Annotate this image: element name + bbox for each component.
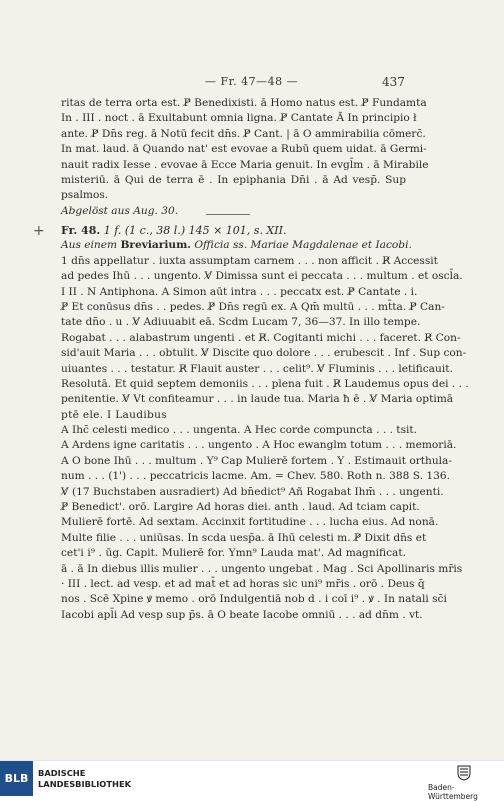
text-line: misteriū. ā Qui de terra ē . In epiphania Dn̄i . ā Ad vesp̄. Sup	[61, 173, 406, 186]
text-line: · III . lect. ad vesp. et ad mat̄ et ad horas sic uni⁹ mr̄is . orō . Deus q̄	[61, 577, 425, 590]
region-label: Baden-Württemberg	[428, 783, 478, 801]
provenance-note: Abgelöst aus Aug. 30.	[61, 204, 179, 217]
text-line: cet'i i⁹ . ūg. Capit. Mulierē for. Ymn⁹ Lauda mat'. Ad magnificat.	[61, 547, 406, 560]
page-number: 437	[382, 75, 405, 89]
text-line: 1 dn̄s appellatur . iuxta assumptam carnem . . . non afficit . R̸ Accessit	[61, 254, 438, 267]
text-line: Mulierē fortē. Ad sextam. Accinxit fortitudine . . . lucha eius. Ad nonā.	[61, 516, 439, 529]
source-contents: Officia ss. Mariae Magdalenae et Iacobi.	[194, 239, 412, 252]
text-line: sid'auit Maria . . . obtulit. V̸ Discite quo dolore . . . erubescit . Inf . Sup con-	[61, 347, 467, 360]
text-line: P̸ Et conūsus dn̄s . . pedes. P̸ Dn̄s regū ex. A Qm̄ multū . . . mt̄ta. P̸ Can-	[61, 300, 445, 313]
text-line: nos . Scē Xpine ꝟ memo . orō Indulgentiā nob d . i coī i⁹ . ꝟ . In natali sc̄i	[61, 593, 447, 606]
text-line: ante. P̸ Dn̄s reg. ā Notū fecit dn̄s. P̸ Cant. | ā O ammirabilia cōmerc̄.	[61, 127, 426, 140]
plus-marker-icon: +	[33, 223, 45, 239]
text-line: A Ihc̄ celesti medico . . . ungenta. A Hec corde compuncta . . . tsit.	[61, 424, 418, 437]
text-line: In . III . noct . ā Exultabunt omnia ligna. P̸ Cantate Ā In principio ł	[61, 112, 417, 125]
source-prefix: Aus einem	[61, 239, 118, 252]
text-line: uiuantes . . . testatur. R̸ Flauit auster . . . celit⁹. V̸ Fluminis . . . letificauit.	[61, 362, 453, 375]
text-line: ad pedes Ihū . . . ungento. V̸ Dimissa sunt ei peccata . . . multum . et oscl̄a.	[61, 270, 463, 283]
text-line: ā . ā In diebus illis mulier . . . ungento ungebat . Mag . Sci Apollinaris mr̄is	[61, 562, 463, 575]
text-line: nauit radix Iesse . evovae ā Ecce Maria genuit. In evgl̄m . ā Mirabile	[61, 158, 429, 171]
text-line: A O bone Ihū . . . multum . Y⁹ Cap Mulierē fortem . Y . Estimauit orthula-	[61, 454, 452, 467]
text-line: Multe filie . . . uniūsas. In scda uesp̄a. ā Ihū celesti m. P̸ Dixit dn̄s et	[61, 531, 427, 544]
text-line: num . . . (1') . . . peccatricis lacme. Am. = Chev. 580. Roth n. 388 S. 136.	[61, 470, 450, 483]
text-line: penitentie. V̸ Vt confiteamur . . . in laude tua. Maria ħ ē . V̸ Maria optimā	[61, 393, 454, 406]
text-line: P̸ Benedict'. orō. Largire Ad horas diei. anth . laud. Ad tciam capit.	[61, 501, 420, 514]
text-line: V̸ (17 Buchstaben ausradiert) Ad bn̄edict⁹ Añ Rogabat Ihm̄ . . . ungenti.	[61, 485, 444, 498]
text-line: tate dn̄o . u . V̸ Adiuuabit eā. Scdm Lucam 7, 36—37. In illo tempe.	[61, 316, 421, 329]
section-divider	[206, 214, 250, 215]
text-line: psalmos.	[61, 189, 109, 202]
source-title: Breviarium.	[120, 239, 191, 252]
text-line: Resolutā. Et quid septem demoniis . . . plena fuit . R̸ Laudemus opus dei . . .	[61, 377, 469, 390]
blb-logo: BLB	[0, 761, 33, 796]
text-line: Rogabat . . . alabastrum ungenti . et R̸. Cogitanti michi . . . faceret. R̸ Con-	[61, 331, 461, 344]
fragment-range: — Fr. 47—48 —	[205, 75, 299, 88]
section-source	[61, 238, 412, 253]
text-block-fr48	[61, 223, 469, 623]
text-line: ritas de terra orta est. P̸ Benedixisti. ā Homo natus est. P̸ Fundamta	[61, 97, 427, 109]
section-number: Fr. 48.	[61, 224, 101, 237]
text-line: A Ardens igne caritatis . . . ungento . A Hoc ewanglm totum . . . memoriā.	[61, 439, 457, 452]
footer-bar	[0, 760, 504, 801]
library-name	[38, 768, 131, 790]
physical-description: 1 f. (1 c., 38 l.) 145 × 101, s. XII.	[103, 224, 287, 237]
text-line: I II . N Antiphona. A Simon aūt intra . . . peccatx est. P̸ Cantate . i.	[61, 285, 418, 298]
baden-wuerttemberg-crest-icon	[455, 764, 473, 781]
text-line: ptē ele. I Laudibus	[61, 408, 167, 421]
text-line: Iacobi apl̄i Ad vesp sup p̄s. ā O beate Iacobe omniū . . . ad dn̄m . vt.	[61, 608, 423, 621]
library-name-line2: LANDESBIBLIOTHEK	[38, 779, 132, 789]
text-line: In mat. laud. ā Quando nat' est evovae a Rubū quem uidat. ā Germi-	[61, 143, 427, 156]
text-block-fr47	[61, 96, 429, 219]
section-heading	[61, 223, 406, 238]
library-name-line1: BADISCHE	[38, 768, 86, 778]
